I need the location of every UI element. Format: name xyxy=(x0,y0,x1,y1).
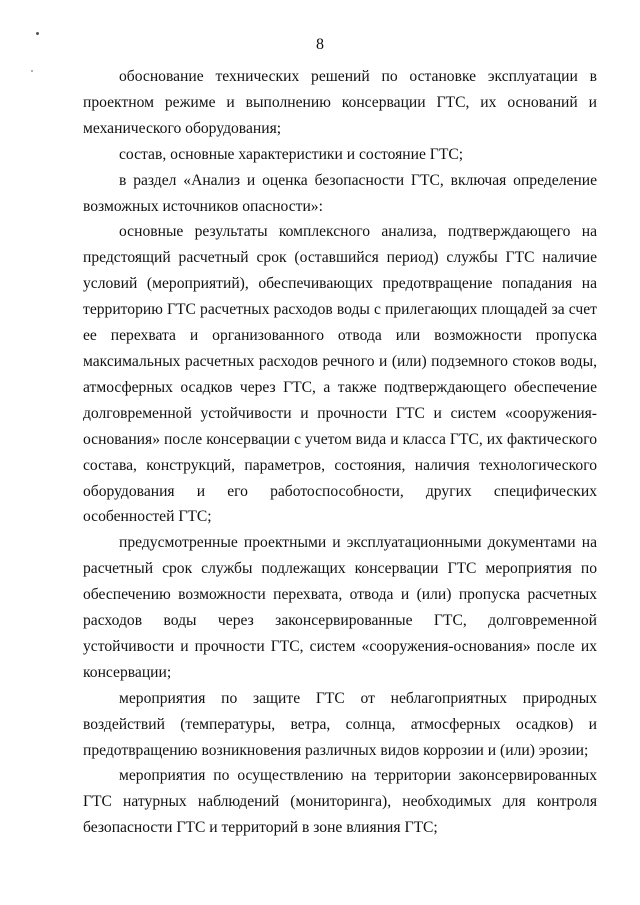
page-number: 8 xyxy=(316,36,324,53)
paragraph: состав, основные характеристики и состояние ГТС; xyxy=(119,145,464,163)
scan-dot xyxy=(31,70,33,72)
paragraph: обоснование технических решений по остановке эксплуатации в проектном режиме и выполнению консервации ГТС, их оснований и механического оборудования; xyxy=(83,68,597,137)
paragraph: предусмотренные проектными и эксплуатационными документами на расчетный срок службы подлежащих консервации ГТС мероприятия по обеспечению возможности перехвата, отвода и (или) пропуска расчетных расходов воды через законсервированные ГТС, долговременной устойчивости и прочности ГТС, систем «сооружения-основания» после их консервации; xyxy=(83,534,597,681)
paragraph: мероприятия по защите ГТС от неблагоприятных природных воздействий (температуры, ветра, солнца, атмосферных осадков) и предотвращению возникновения различных видов коррозии и (или) эрозии; xyxy=(83,689,597,759)
paragraph: основные результаты комплексного анализа, подтверждающего на предстоящий расчетный срок (оставшийся период) службы ГТС наличие условий (мероприятий), обеспечивающих предотвращение попадания на территорию ГТС расчетных расходов воды с прилегающих площадей за счет ее перехвата и организованного отвода или возможности пропуска максимальных расчетных расходов речного и (или) подземного стоков воды, атмосферных осадков через ГТС, а также подтверждающего обеспечение долговременной устойчивости и прочности ГТС и систем «сооружения-основания» после консервации с учетом вида и класса ГТС, их фактического состава, конструкций, параметров, состояния, наличия технологического оборудования и его работоспособности, других специфических особенностей ГТС; xyxy=(83,223,597,526)
document-body xyxy=(83,64,597,841)
scan-dot xyxy=(36,32,39,35)
paragraph: мероприятия по осуществлению на территории законсервированных ГТС натурных наблюдений (мониторинга), необходимых для контроля безопасности ГТС и территорий в зоне влияния ГТС; xyxy=(83,767,597,837)
paragraph: в раздел «Анализ и оценка безопасности ГТС, включая определение возможных источников опасности»: xyxy=(83,171,597,215)
